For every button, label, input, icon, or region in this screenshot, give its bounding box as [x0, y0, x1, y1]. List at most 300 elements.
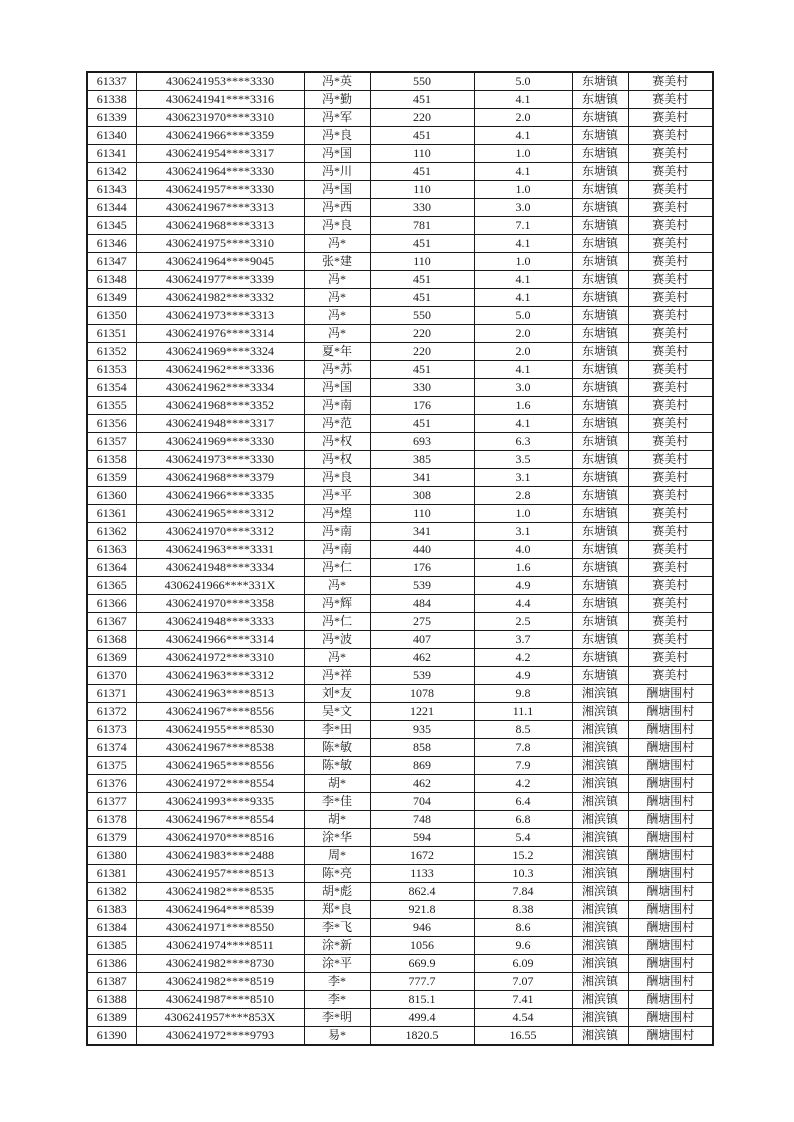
- cell-area: 1.0: [474, 253, 572, 271]
- table-row: [87, 973, 713, 991]
- cell-area: 1.0: [474, 181, 572, 199]
- cell-village: 酬塘围村: [628, 703, 713, 721]
- cell-town: 湘滨镇: [572, 811, 628, 829]
- cell-village: 赛美村: [628, 469, 713, 487]
- cell-village: 赛美村: [628, 199, 713, 217]
- cell-town: 湘滨镇: [572, 865, 628, 883]
- table-row: [87, 883, 713, 901]
- cell-town: 东塘镇: [572, 307, 628, 325]
- cell-amount: 451: [370, 289, 474, 307]
- cell-town: 东塘镇: [572, 523, 628, 541]
- cell-person-name: 冯*: [304, 577, 370, 595]
- cell-id-number: 4306241963****3312: [136, 667, 304, 685]
- cell-town: 湘滨镇: [572, 685, 628, 703]
- table-row: [87, 433, 713, 451]
- cell-serial-number: 61384: [87, 919, 136, 937]
- cell-serial-number: 61340: [87, 127, 136, 145]
- table-row: [87, 793, 713, 811]
- cell-amount: 777.7: [370, 973, 474, 991]
- cell-id-number: 4306241993****9335: [136, 793, 304, 811]
- cell-serial-number: 61366: [87, 595, 136, 613]
- cell-person-name: 吴*文: [304, 703, 370, 721]
- cell-id-number: 4306241982****8730: [136, 955, 304, 973]
- cell-id-number: 4306241977****3339: [136, 271, 304, 289]
- cell-serial-number: 61388: [87, 991, 136, 1009]
- cell-amount: 946: [370, 919, 474, 937]
- cell-village: 赛美村: [628, 91, 713, 109]
- cell-serial-number: 61370: [87, 667, 136, 685]
- cell-town: 东塘镇: [572, 361, 628, 379]
- cell-serial-number: 61348: [87, 271, 136, 289]
- cell-serial-number: 61379: [87, 829, 136, 847]
- cell-amount: 539: [370, 577, 474, 595]
- cell-id-number: 4306241969****3324: [136, 343, 304, 361]
- cell-town: 湘滨镇: [572, 847, 628, 865]
- cell-person-name: 李*: [304, 973, 370, 991]
- cell-area: 8.6: [474, 919, 572, 937]
- cell-area: 4.9: [474, 577, 572, 595]
- cell-area: 3.7: [474, 631, 572, 649]
- cell-area: 4.0: [474, 541, 572, 559]
- cell-area: 4.1: [474, 361, 572, 379]
- table-row: [87, 451, 713, 469]
- cell-person-name: 冯*: [304, 235, 370, 253]
- cell-town: 湘滨镇: [572, 901, 628, 919]
- table-row: [87, 739, 713, 757]
- cell-amount: 499.4: [370, 1009, 474, 1027]
- cell-town: 东塘镇: [572, 181, 628, 199]
- cell-serial-number: 61357: [87, 433, 136, 451]
- cell-area: 7.9: [474, 757, 572, 775]
- cell-id-number: 4306241970****3358: [136, 595, 304, 613]
- table-row: [87, 343, 713, 361]
- cell-person-name: 冯*平: [304, 487, 370, 505]
- cell-id-number: 4306241973****3313: [136, 307, 304, 325]
- cell-person-name: 李*田: [304, 721, 370, 739]
- cell-amount: 1820.5: [370, 1027, 474, 1046]
- cell-serial-number: 61346: [87, 235, 136, 253]
- cell-area: 2.5: [474, 613, 572, 631]
- cell-village: 酬塘围村: [628, 775, 713, 793]
- cell-village: 赛美村: [628, 541, 713, 559]
- cell-person-name: 冯*川: [304, 163, 370, 181]
- cell-area: 2.8: [474, 487, 572, 505]
- cell-village: 赛美村: [628, 667, 713, 685]
- cell-area: 8.5: [474, 721, 572, 739]
- cell-area: 6.8: [474, 811, 572, 829]
- cell-id-number: 4306241969****3330: [136, 433, 304, 451]
- cell-person-name: 冯*南: [304, 541, 370, 559]
- table-row: [87, 955, 713, 973]
- cell-serial-number: 61382: [87, 883, 136, 901]
- cell-village: 赛美村: [628, 127, 713, 145]
- cell-town: 湘滨镇: [572, 919, 628, 937]
- cell-area: 2.0: [474, 325, 572, 343]
- cell-person-name: 冯*: [304, 649, 370, 667]
- cell-area: 7.07: [474, 973, 572, 991]
- cell-town: 东塘镇: [572, 433, 628, 451]
- cell-person-name: 冯*祥: [304, 667, 370, 685]
- cell-village: 赛美村: [628, 613, 713, 631]
- cell-area: 5.4: [474, 829, 572, 847]
- cell-person-name: 陈*亮: [304, 865, 370, 883]
- cell-area: 3.5: [474, 451, 572, 469]
- cell-id-number: 4306241948****3333: [136, 613, 304, 631]
- cell-town: 东塘镇: [572, 595, 628, 613]
- cell-town: 东塘镇: [572, 487, 628, 505]
- cell-person-name: 冯*国: [304, 379, 370, 397]
- cell-id-number: 4306241966****331X: [136, 577, 304, 595]
- table-row: [87, 667, 713, 685]
- cell-town: 湘滨镇: [572, 703, 628, 721]
- cell-id-number: 4306241966****3335: [136, 487, 304, 505]
- cell-person-name: 冯*煌: [304, 505, 370, 523]
- cell-person-name: 冯*国: [304, 181, 370, 199]
- cell-town: 湘滨镇: [572, 793, 628, 811]
- cell-id-number: 4306241967****8538: [136, 739, 304, 757]
- cell-serial-number: 61387: [87, 973, 136, 991]
- cell-area: 1.6: [474, 397, 572, 415]
- table-row: [87, 127, 713, 145]
- cell-serial-number: 61351: [87, 325, 136, 343]
- cell-person-name: 涂*新: [304, 937, 370, 955]
- cell-person-name: 陈*敏: [304, 739, 370, 757]
- cell-amount: 1133: [370, 865, 474, 883]
- cell-serial-number: 61380: [87, 847, 136, 865]
- cell-serial-number: 61353: [87, 361, 136, 379]
- table-row: [87, 685, 713, 703]
- table-row: [87, 703, 713, 721]
- cell-town: 湘滨镇: [572, 757, 628, 775]
- cell-town: 东塘镇: [572, 415, 628, 433]
- table-row: [87, 487, 713, 505]
- cell-village: 赛美村: [628, 559, 713, 577]
- cell-person-name: 冯*范: [304, 415, 370, 433]
- cell-area: 4.1: [474, 91, 572, 109]
- cell-town: 东塘镇: [572, 649, 628, 667]
- cell-id-number: 4306241957****8513: [136, 865, 304, 883]
- cell-town: 湘滨镇: [572, 829, 628, 847]
- cell-town: 东塘镇: [572, 109, 628, 127]
- cell-village: 酬塘围村: [628, 793, 713, 811]
- cell-id-number: 4306241966****3359: [136, 127, 304, 145]
- cell-amount: 220: [370, 343, 474, 361]
- cell-village: 酬塘围村: [628, 685, 713, 703]
- table-row: [87, 397, 713, 415]
- cell-id-number: 4306231970****3310: [136, 109, 304, 127]
- table-row: [87, 91, 713, 109]
- cell-area: 1.0: [474, 145, 572, 163]
- cell-id-number: 4306241966****3314: [136, 631, 304, 649]
- table-row: [87, 541, 713, 559]
- cell-serial-number: 61363: [87, 541, 136, 559]
- cell-id-number: 4306241957****3330: [136, 181, 304, 199]
- cell-area: 4.1: [474, 415, 572, 433]
- cell-person-name: 涂*平: [304, 955, 370, 973]
- cell-serial-number: 61354: [87, 379, 136, 397]
- cell-amount: 550: [370, 72, 474, 91]
- cell-amount: 1078: [370, 685, 474, 703]
- cell-id-number: 4306241976****3314: [136, 325, 304, 343]
- cell-serial-number: 61385: [87, 937, 136, 955]
- cell-amount: 781: [370, 217, 474, 235]
- cell-person-name: 冯*勤: [304, 91, 370, 109]
- cell-town: 湘滨镇: [572, 991, 628, 1009]
- cell-amount: 440: [370, 541, 474, 559]
- cell-area: 2.0: [474, 343, 572, 361]
- cell-id-number: 4306241948****3334: [136, 559, 304, 577]
- cell-serial-number: 61361: [87, 505, 136, 523]
- cell-id-number: 4306241971****8550: [136, 919, 304, 937]
- cell-person-name: 冯*波: [304, 631, 370, 649]
- cell-id-number: 4306241972****3310: [136, 649, 304, 667]
- cell-serial-number: 61362: [87, 523, 136, 541]
- cell-amount: 341: [370, 469, 474, 487]
- cell-town: 东塘镇: [572, 253, 628, 271]
- cell-area: 8.38: [474, 901, 572, 919]
- table-row: [87, 811, 713, 829]
- cell-id-number: 4306241964****3330: [136, 163, 304, 181]
- cell-serial-number: 61364: [87, 559, 136, 577]
- cell-area: 6.09: [474, 955, 572, 973]
- table-row: [87, 559, 713, 577]
- cell-area: 7.1: [474, 217, 572, 235]
- table-row: [87, 757, 713, 775]
- cell-town: 东塘镇: [572, 469, 628, 487]
- cell-amount: 462: [370, 649, 474, 667]
- cell-area: 5.0: [474, 307, 572, 325]
- cell-area: 10.3: [474, 865, 572, 883]
- cell-person-name: 冯*: [304, 307, 370, 325]
- cell-serial-number: 61389: [87, 1009, 136, 1027]
- cell-person-name: 冯*良: [304, 127, 370, 145]
- cell-village: 赛美村: [628, 361, 713, 379]
- cell-town: 东塘镇: [572, 397, 628, 415]
- cell-area: 1.6: [474, 559, 572, 577]
- cell-village: 赛美村: [628, 523, 713, 541]
- cell-area: 4.9: [474, 667, 572, 685]
- cell-id-number: 4306241982****8535: [136, 883, 304, 901]
- cell-id-number: 4306241982****3332: [136, 289, 304, 307]
- table-row: [87, 109, 713, 127]
- cell-id-number: 4306241967****8554: [136, 811, 304, 829]
- cell-serial-number: 61368: [87, 631, 136, 649]
- cell-id-number: 4306241970****8516: [136, 829, 304, 847]
- cell-serial-number: 61345: [87, 217, 136, 235]
- cell-area: 15.2: [474, 847, 572, 865]
- cell-village: 赛美村: [628, 109, 713, 127]
- cell-person-name: 刘*友: [304, 685, 370, 703]
- cell-town: 东塘镇: [572, 325, 628, 343]
- cell-serial-number: 61375: [87, 757, 136, 775]
- table-row: [87, 595, 713, 613]
- table-row: [87, 991, 713, 1009]
- cell-id-number: 4306241968****3379: [136, 469, 304, 487]
- cell-area: 9.6: [474, 937, 572, 955]
- table-row: [87, 235, 713, 253]
- cell-amount: 385: [370, 451, 474, 469]
- cell-town: 东塘镇: [572, 163, 628, 181]
- cell-amount: 704: [370, 793, 474, 811]
- cell-area: 3.0: [474, 199, 572, 217]
- cell-town: 东塘镇: [572, 559, 628, 577]
- cell-amount: 451: [370, 361, 474, 379]
- cell-serial-number: 61341: [87, 145, 136, 163]
- cell-village: 赛美村: [628, 343, 713, 361]
- cell-amount: 110: [370, 181, 474, 199]
- cell-town: 湘滨镇: [572, 1009, 628, 1027]
- cell-serial-number: 61339: [87, 109, 136, 127]
- cell-person-name: 冯*仁: [304, 613, 370, 631]
- cell-amount: 815.1: [370, 991, 474, 1009]
- cell-town: 湘滨镇: [572, 721, 628, 739]
- cell-person-name: 冯*权: [304, 433, 370, 451]
- cell-village: 赛美村: [628, 649, 713, 667]
- table-row: [87, 289, 713, 307]
- cell-village: 赛美村: [628, 235, 713, 253]
- cell-amount: 220: [370, 109, 474, 127]
- cell-person-name: 李*明: [304, 1009, 370, 1027]
- cell-village: 酬塘围村: [628, 901, 713, 919]
- cell-area: 7.41: [474, 991, 572, 1009]
- cell-serial-number: 61377: [87, 793, 136, 811]
- cell-person-name: 冯*英: [304, 72, 370, 91]
- cell-town: 东塘镇: [572, 199, 628, 217]
- cell-town: 东塘镇: [572, 289, 628, 307]
- cell-serial-number: 61390: [87, 1027, 136, 1046]
- cell-village: 赛美村: [628, 307, 713, 325]
- cell-village: 酬塘围村: [628, 1009, 713, 1027]
- table-row: [87, 307, 713, 325]
- cell-area: 3.1: [474, 523, 572, 541]
- cell-area: 7.8: [474, 739, 572, 757]
- table-row: [87, 217, 713, 235]
- cell-town: 东塘镇: [572, 91, 628, 109]
- table-row: [87, 829, 713, 847]
- cell-town: 东塘镇: [572, 577, 628, 595]
- cell-person-name: 冯*: [304, 325, 370, 343]
- cell-person-name: 郑*良: [304, 901, 370, 919]
- cell-id-number: 4306241953****3330: [136, 72, 304, 91]
- cell-serial-number: 61344: [87, 199, 136, 217]
- cell-person-name: 胡*: [304, 811, 370, 829]
- cell-amount: 451: [370, 271, 474, 289]
- cell-area: 4.4: [474, 595, 572, 613]
- cell-amount: 1672: [370, 847, 474, 865]
- cell-id-number: 4306241962****3334: [136, 379, 304, 397]
- cell-serial-number: 61342: [87, 163, 136, 181]
- cell-amount: 407: [370, 631, 474, 649]
- table-row: [87, 325, 713, 343]
- cell-area: 4.1: [474, 289, 572, 307]
- table-row: [87, 505, 713, 523]
- cell-area: 4.54: [474, 1009, 572, 1027]
- cell-amount: 451: [370, 91, 474, 109]
- cell-area: 3.0: [474, 379, 572, 397]
- cell-village: 赛美村: [628, 271, 713, 289]
- cell-person-name: 李*佳: [304, 793, 370, 811]
- cell-person-name: 陈*敏: [304, 757, 370, 775]
- cell-town: 东塘镇: [572, 613, 628, 631]
- cell-town: 东塘镇: [572, 127, 628, 145]
- cell-amount: 748: [370, 811, 474, 829]
- cell-area: 6.3: [474, 433, 572, 451]
- table-row: [87, 415, 713, 433]
- cell-village: 赛美村: [628, 325, 713, 343]
- cell-town: 湘滨镇: [572, 955, 628, 973]
- cell-amount: 110: [370, 505, 474, 523]
- cell-id-number: 4306241963****3331: [136, 541, 304, 559]
- cell-village: 酬塘围村: [628, 991, 713, 1009]
- table-row: [87, 72, 713, 91]
- cell-village: 赛美村: [628, 487, 713, 505]
- cell-area: 4.1: [474, 127, 572, 145]
- cell-id-number: 4306241987****8510: [136, 991, 304, 1009]
- table-row: [87, 469, 713, 487]
- cell-person-name: 李*: [304, 991, 370, 1009]
- cell-id-number: 4306241968****3352: [136, 397, 304, 415]
- cell-serial-number: 61374: [87, 739, 136, 757]
- cell-area: 4.2: [474, 775, 572, 793]
- cell-serial-number: 61360: [87, 487, 136, 505]
- cell-person-name: 胡*彪: [304, 883, 370, 901]
- table-row: [87, 1027, 713, 1046]
- cell-area: 11.1: [474, 703, 572, 721]
- cell-id-number: 4306241957****853X: [136, 1009, 304, 1027]
- cell-town: 东塘镇: [572, 541, 628, 559]
- cell-amount: 176: [370, 397, 474, 415]
- cell-id-number: 4306241955****8530: [136, 721, 304, 739]
- cell-town: 湘滨镇: [572, 883, 628, 901]
- cell-person-name: 冯*辉: [304, 595, 370, 613]
- cell-person-name: 冯*良: [304, 469, 370, 487]
- cell-amount: 550: [370, 307, 474, 325]
- cell-town: 湘滨镇: [572, 739, 628, 757]
- cell-village: 赛美村: [628, 289, 713, 307]
- cell-village: 赛美村: [628, 145, 713, 163]
- cell-serial-number: 61338: [87, 91, 136, 109]
- cell-amount: 935: [370, 721, 474, 739]
- cell-serial-number: 61371: [87, 685, 136, 703]
- cell-town: 东塘镇: [572, 235, 628, 253]
- cell-id-number: 4306241967****3313: [136, 199, 304, 217]
- cell-id-number: 4306241954****3317: [136, 145, 304, 163]
- cell-town: 东塘镇: [572, 72, 628, 91]
- cell-amount: 110: [370, 253, 474, 271]
- cell-town: 湘滨镇: [572, 1027, 628, 1046]
- cell-village: 赛美村: [628, 163, 713, 181]
- cell-id-number: 4306241972****8554: [136, 775, 304, 793]
- cell-person-name: 冯*权: [304, 451, 370, 469]
- cell-amount: 539: [370, 667, 474, 685]
- cell-serial-number: 61369: [87, 649, 136, 667]
- cell-village: 赛美村: [628, 397, 713, 415]
- cell-village: 赛美村: [628, 217, 713, 235]
- cell-amount: 1056: [370, 937, 474, 955]
- cell-village: 酬塘围村: [628, 811, 713, 829]
- cell-village: 酬塘围村: [628, 955, 713, 973]
- cell-amount: 330: [370, 199, 474, 217]
- cell-area: 16.55: [474, 1027, 572, 1046]
- cell-amount: 862.4: [370, 883, 474, 901]
- cell-serial-number: 61349: [87, 289, 136, 307]
- cell-person-name: 冯*仁: [304, 559, 370, 577]
- cell-town: 东塘镇: [572, 631, 628, 649]
- table-row: [87, 163, 713, 181]
- table-row: [87, 523, 713, 541]
- cell-serial-number: 61378: [87, 811, 136, 829]
- cell-id-number: 4306241948****3317: [136, 415, 304, 433]
